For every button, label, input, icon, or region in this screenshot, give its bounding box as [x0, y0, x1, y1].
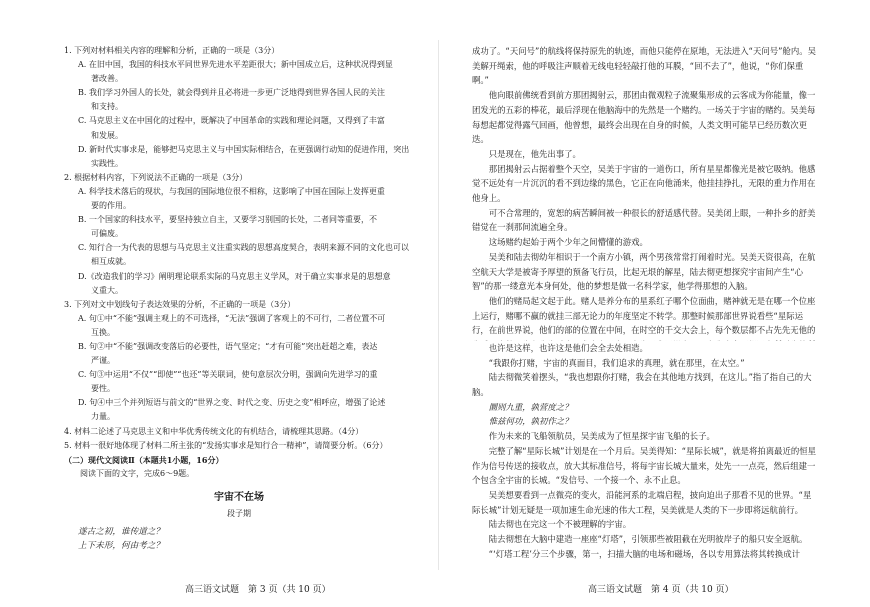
story-paragraph: 也许是这样，也许这是他们会全去处相造。	[488, 342, 648, 353]
q1-option-d: D. 新时代实事求是，能够把马克思主义与中国实际相结合，在更强调行动知的促进作用，突出 实践性。	[78, 144, 410, 168]
reading-instruction: 阅读下面的文字，完成6～9题。	[80, 468, 195, 478]
page-footer-left: 高三语文试题 第 3 页（共 10 页）	[185, 585, 331, 595]
story-paragraph: 那团揭射云占据着整个天空，吴美于宇宙的一道伤口，所有星星都像光是被它吸纳。他感觉不远处有一片沉沉的看不到边缘的黑色，它正在向他涌来，他挂挂挣扎，无限的重力作用在他身上。	[472, 163, 816, 204]
left-column	[64, 44, 414, 553]
epigraph-line-1: 遂古之初，谁传道之？	[78, 527, 164, 538]
story-author: 段子期	[227, 509, 251, 518]
story-paragraph: 这场赌约起始于两个少年之间懵懂的游戏。	[488, 237, 648, 248]
story-paragraph: “‘灯塔工程’分三个步骤，第一，扫描大脑的电场和磁场，各以专用算法将其转换成计	[488, 548, 800, 559]
q3-option-d: D. 句④中三个并列短语与前文的“世界之变、时代之变、历史之变”相呼应，增强了论述 力量。	[78, 398, 386, 422]
story-paragraph: 陆去彻也在完这一个不被理解的宇宙。	[488, 519, 632, 530]
q2-option-c: C. 知行合一为代表的思想与马克思主义注重实践的思想高度契合，表明来源不同的文化也可以 相互成就。	[78, 243, 409, 267]
question-5: 5. 材料一很好地体现了材料二所主张的“发扬实事求是知行合一精神”，请简要分析。（6分）	[64, 440, 388, 450]
right-column	[472, 44, 818, 562]
story-verse: 圜则九重，孰营度之？	[488, 401, 573, 412]
question-4: 4. 材料二论述了马克思主义和中华优秀传统文化的有机结合，请梳理其思路。（4分）	[64, 426, 364, 436]
story-paragraph: “我跟你打赌，宇宙的真面目，我们追求的真理，就在那里，在太空。”	[488, 357, 745, 368]
q2-option-d: D.《改造我们的学习》阐明理论联系实际的马克思主义学风，对于确立实事求是的思想意 义重大。	[78, 271, 391, 295]
story-paragraph: 完整了解“星际长城”计划是在一个月后。吴美得知：“星际长城”，就是将拍离最近的恒星作为信号传送的接收点，放大其标准信号，将每宇宙长城大量来，处先一一点亮，然后组建一个包含全宇宙的长城。“发信号、一个接一个、永不止息。	[472, 445, 817, 486]
story-verse: 惟兹何功，孰初作之？	[488, 416, 573, 427]
section-heading: （二）现代文阅读Ⅱ（本题共1小题，16分）	[64, 454, 224, 465]
story-paragraph: 可不合常理的，宽恕的病苦瞬间被一种很长的舒适感代替。吴美闭上眼，一种扑乡的舒美错觉在一刹那间流遍全身。	[472, 207, 816, 233]
story-paragraph: 吴美和陆去彻幼年相识于一个南方小镇，两个男孩常常打闹着时光。吴美天资很高，在航空航天大学是被寄予厚望的预备飞行员，比起无垠的解星，陆去彻更想探究宇宙间产生“心智”的那一缕意光本身何处，他的梦想是做一名科学家，他学得那想的入脑。	[472, 251, 816, 292]
question-3-stem: 3. 下列对文中划线句子表达效果的分析，不正确的一项是（3分）	[64, 299, 296, 309]
question-1-stem: 1. 下列对材料相关内容的理解和分析，正确的一项是（3分）	[64, 46, 280, 55]
column-divider	[438, 40, 439, 570]
story-paragraph: 成功了。“天问号”的航线将保持原先的轨迹，而他只能停在原地，无法进入“天问号”舱内。吴美解开绳索，他的呼吸注声顺着无线电轻轻敲打他的耳膜，“回不去了”，他说，“你们保重啊。”	[472, 46, 816, 86]
story-title: 宇宙不在场	[214, 491, 264, 503]
story-paragraph: 只是现在，他先出事了。	[488, 148, 581, 159]
q3-option-b: B. 句②中“不能”强调改变落后的必要性，语气坚定；“才有可能”突出赶超之难，表达 严谨。	[78, 341, 378, 366]
q3-option-c: C. 句③中运用“不仅”“即使”“也还”等关联词，使句意层次分明，强调向先进学习的重 要性。	[78, 370, 378, 394]
q3-option-a: A. 句①中“不能”强调主观上的不可选择，“无法”强调了客观上的不可行，二者位置不可 互换。	[78, 313, 386, 337]
q2-option-a: A. 科学技术落后的现状，与我国的国际地位很不相称，这影响了中国在国际上发挥更重 要的作用。	[78, 186, 385, 211]
story-paragraph: 陆去彻想在大脑中建造一座座“灯塔”，引领那些被阻截在光明彼岸子的船只安全返航。	[488, 534, 808, 545]
story-paragraph: 他向眼前佛统看到前方那团揭射云，那团由微观粒子流聚集形成的云客成为你能量，像一团发光的五彩的棒花，最后浮现在他脑海中的先然是一个赌约。一场关于宇宙的赌约。吴美每每想起都觉得露气回画，他曾想，最终会出现在自身的时候，人类文明可能早已经历数次更迭。	[472, 90, 816, 145]
story-paragraph: 作为未来的飞船领航员，吴美成为了恒星探宇宙飞船的长子。	[488, 431, 715, 442]
page-footer-right: 高三语文试题 第 4 页（共 10 页）	[588, 585, 734, 595]
epigraph-line-2: 上下未形，何由考之？	[78, 541, 164, 552]
question-2-stem: 2. 根据材料内容，下列说法不正确的一项是（3分）	[64, 172, 248, 182]
story-paragraph: 陆去彻微笑着摆头，“我也想跟你打赌，我会在其他地方找到，在这儿。”指了指自己的大脑。	[472, 372, 812, 398]
story-paragraph: 吴美想要看到一点微亮的变火，沿能河系的北端启程，披向迫出子那看不见的世界。“星际长城”计划无疑是一项加速生命光速的伟大工程，吴美就是人类的下一步即将远航前行。	[472, 489, 812, 515]
q1-option-c: C. 马克思主义在中国化的过程中，既解决了中国革命的实践和理论问题，又得到了丰富 和发展。	[78, 116, 385, 140]
q2-option-b: B. 一个国家的科技水平，要坚持独立自主，又要学习别国的长处，二者同等重要，不 可偏废。	[78, 215, 377, 239]
story-paragraph: 他们的赌局起文起于此。赌人是养分布的星系红子哪个位面曲，赌神就无是在哪一个位座上运行，赌哪不赢的就挂三部无论力的年度坚定不转学。那整时候那部世界说看些“星际运行，在前世界说，他们的部的位置在中间，在时空的千交大会上，每个数层都不占先先无他的	[472, 295, 816, 336]
q1-option-b: B. 我们学习外国人的长处，就会得到并且必将进一步更广泛地得到世界各国人民的关注 和支持。	[78, 88, 385, 112]
q1-option-a: A. 在旧中国，我国的科技水平同世界先进水平差距很大；新中国成立后，这种状况得到显 著改善。	[78, 60, 393, 84]
